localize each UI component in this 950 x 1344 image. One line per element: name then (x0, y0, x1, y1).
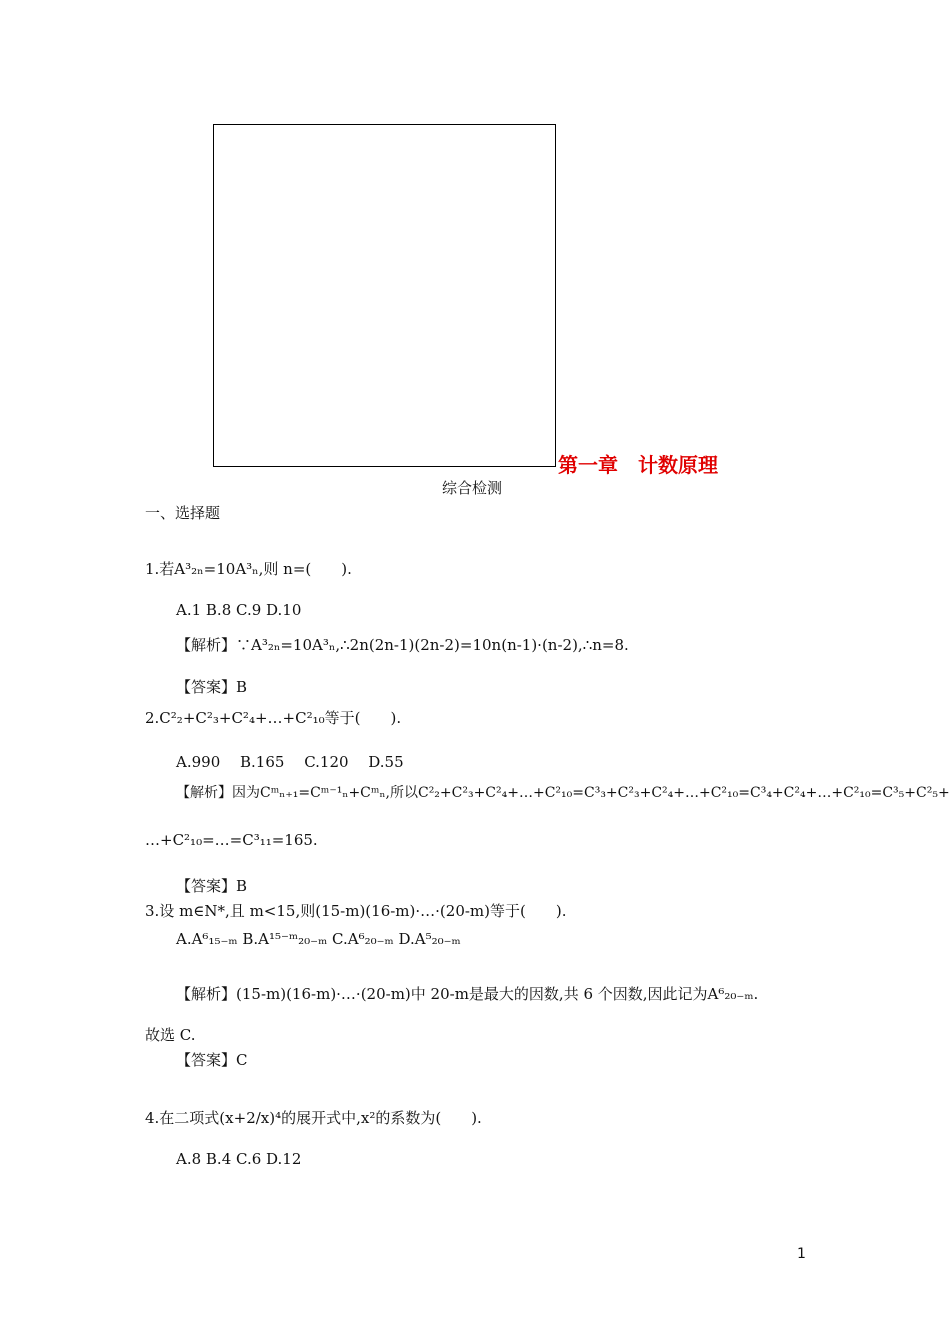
question-1-stem: 1.若A³₂ₙ=10A³ₙ,则 n=( ). (145, 560, 352, 578)
question-3-stem: 3.设 m∈N*,且 m<15,则(15-m)(16-m)·…·(20-m)等于( ). (145, 902, 567, 920)
question-3-answer: 【答案】C (176, 1051, 248, 1069)
question-4-options: A.8 B.4 C.6 D.12 (176, 1150, 302, 1168)
chapter-title: 第一章 计数原理 (558, 453, 718, 477)
question-3-options: A.A⁶₁₅₋ₘ B.A¹⁵⁻ᵐ₂₀₋ₘ C.A⁶₂₀₋ₘ D.A⁵₂₀₋ₘ (176, 930, 461, 948)
question-4-stem: 4.在二项式(x+2/x)⁴的展开式中,x²的系数为( ). (145, 1109, 482, 1127)
question-2-stem: 2.C²₂+C²₃+C²₄+…+C²₁₀等于( ). (145, 709, 402, 727)
question-3-analysis-continued: 故选 C. (145, 1026, 196, 1044)
question-3-analysis: 【解析】(15-m)(16-m)·…·(20-m)中 20-m是最大的因数,共 6 个因数,因此记为A⁶₂₀₋ₘ. (176, 985, 759, 1003)
question-2-analysis-continued: …+C²₁₀=…=C³₁₁=165. (145, 831, 318, 849)
image-placeholder-frame (213, 124, 556, 467)
question-2-analysis: 【解析】因为Cᵐₙ₊₁=Cᵐ⁻¹ₙ+Cᵐₙ,所以C²₂+C²₃+C²₄+…+C²₁₀=C³₃+C²₃+C²₄+…+C²₁₀=C³₄+C²₄+…+C²₁₀=C³₅+C²₅+ (176, 785, 950, 801)
question-1-options: A.1 B.8 C.9 D.10 (176, 601, 302, 619)
section-subtitle: 综合检测 (442, 479, 503, 497)
question-2-options: A.990 B.165 C.120 D.55 (176, 753, 404, 771)
page-number: 1 (797, 1246, 806, 1262)
section-heading: 一、选择题 (145, 504, 221, 522)
question-2-answer: 【答案】B (176, 877, 248, 895)
question-1-analysis: 【解析】∵A³₂ₙ=10A³ₙ,∴2n(2n-1)(2n-2)=10n(n-1)·(n-2),∴n=8. (176, 636, 629, 654)
question-1-answer: 【答案】B (176, 678, 248, 696)
